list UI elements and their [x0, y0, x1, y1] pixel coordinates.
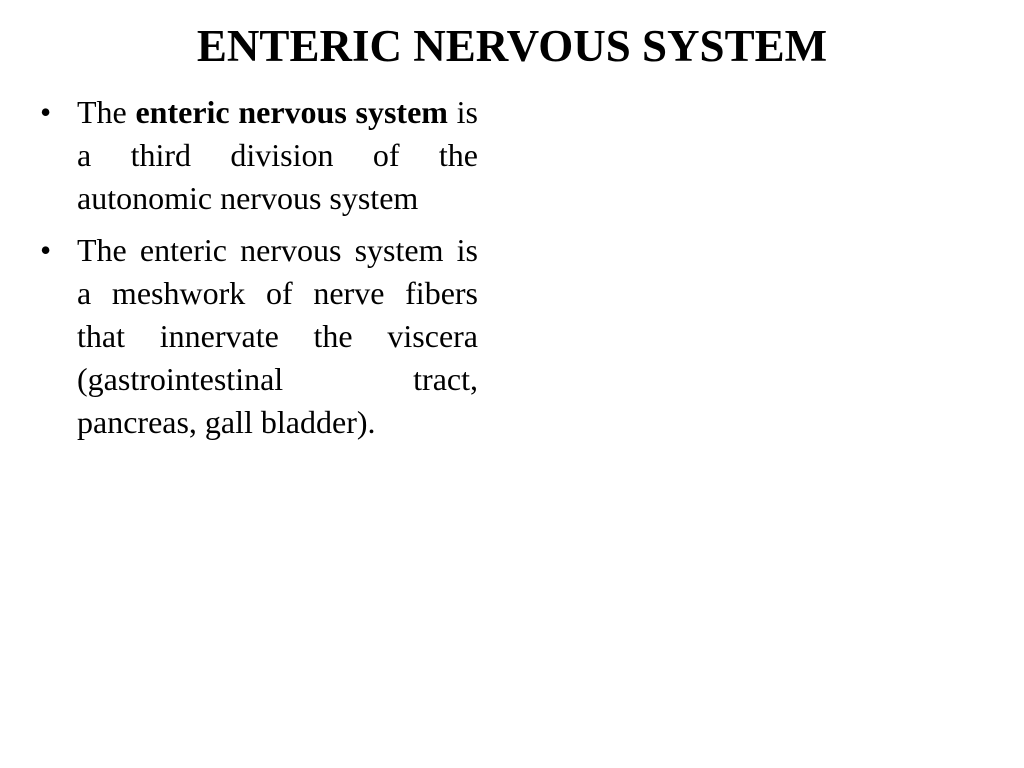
- bullet-icon: •: [40, 94, 52, 130]
- bullet-text-bold-term: enteric nervous system: [135, 94, 448, 130]
- slide-title: ENTERIC NERVOUS SYSTEM: [196, 21, 828, 71]
- bullet-text-lead: The: [77, 94, 136, 130]
- bullet-icon: •: [40, 232, 52, 268]
- bullet-item: [0, 229, 478, 444]
- bullet-text-rest: is a third division of the autonomic nervous system: [77, 94, 478, 216]
- bullet-item: [0, 91, 478, 220]
- bullet-text: [77, 91, 478, 220]
- bullet-text: The enteric nervous system is a meshwork of nerve fibers that innervate the viscera (gastrointestinal tract, pancreas, gall bladder).: [77, 232, 478, 440]
- bullet-list: [0, 91, 478, 453]
